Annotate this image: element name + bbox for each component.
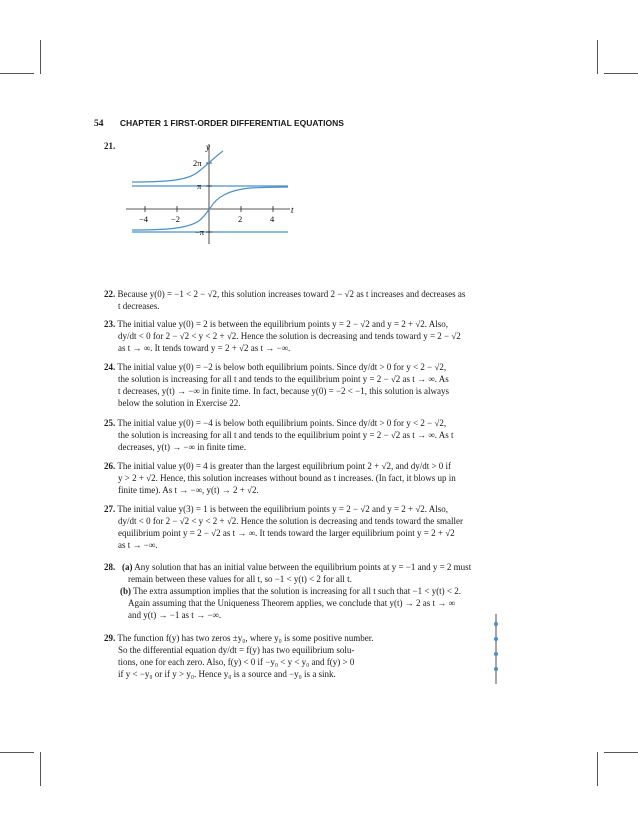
- exercise-25: 25. The initial value y(0) = −4 is below both equilibrium points. Since dy/dt > 0 for y < 2 − √2, the solution is increasing for all t and tends to the equilibrium point y = 2 − √2 as t → ∞. As t decreases, y(t) → −∞ in finite time.: [104, 418, 454, 452]
- y-tick-label: π: [197, 181, 202, 191]
- exercise-26: 26. The initial value y(0) = 4 is greater than the largest equilibrium point 2 + √2, and dy/dt > 0 if y > 2 + √2. Hence, this solution increases without bound as t increases. (In fact, it blows up in finite time). As t → −∞, y(t) → 2 + √2.: [104, 461, 456, 495]
- x-tick-label: 2: [238, 214, 243, 224]
- phase-line-point: [494, 667, 498, 671]
- solution-curve-lower: [132, 187, 288, 230]
- y-tick-label: −π: [195, 227, 205, 237]
- crop-mark: [597, 40, 598, 74]
- x-tick-label: −4: [139, 214, 149, 224]
- crop-mark: [0, 752, 34, 753]
- crop-mark: [40, 40, 41, 74]
- phase-line: [491, 614, 501, 684]
- exercise-29: 29. The function f(y) has two zeros ±y₀, where y₀ is some positive number. So the differential equation dy/dt = f(y) has two equilibrium solu- tions, one for each zero. Also, f(y) < 0 if −y₀ < y < y₀ and f(y) > 0 if y < −y₀ or if y > y₀. Hence y₀ is a source and −y₀ is a sink.: [104, 633, 374, 679]
- phase-line-point: [494, 622, 498, 626]
- exercise-24: 24. The initial value y(0) = −2 is below both equilibrium points. Since dy/dt > 0 for y < 2 − √2, the solution is increasing for all t and tends to the equilibrium point y = 2 − √2 as t → ∞. As t decreases, y(t) → −∞ in finite time. In fact, because y(0) = −2 < −1, this solution is always below the solution in Exercise 22.: [104, 362, 449, 408]
- crop-mark: [40, 752, 41, 786]
- crop-mark: [604, 752, 638, 753]
- page-number: 54: [94, 119, 104, 129]
- phase-line-point: [494, 637, 498, 641]
- solution-graph: [110, 140, 310, 248]
- t-axis-label: t: [291, 205, 294, 215]
- x-tick-label: −2: [171, 214, 181, 224]
- page-header: [94, 118, 344, 129]
- y-axis-label: y: [206, 142, 210, 152]
- crop-mark: [0, 73, 34, 74]
- crop-mark: [604, 73, 638, 74]
- x-tick-label: 4: [270, 214, 275, 224]
- chapter-title: CHAPTER 1 FIRST-ORDER DIFFERENTIAL EQUATIONS: [119, 118, 344, 128]
- phase-line-point: [494, 652, 498, 656]
- exercise-22: 22. Because y(0) = −1 < 2 − √2, this solution increases toward 2 − √2 as t increases and decreases as t decreases.: [104, 289, 466, 311]
- y-tick-label: 2π: [193, 158, 202, 168]
- exercise-23: 23. The initial value y(0) = 2 is between the equilibrium points y = 2 − √2 and y = 2 + √2. Also, dy/dt < 0 for 2 − √2 < y < 2 + √2. Hence the solution is decreasing and tends toward y = 2 − √2 as t → ∞. It tends toward y = 2 + √2 as t → −∞.: [104, 319, 461, 353]
- exercise-21-label: 21.: [104, 141, 116, 151]
- exercise-27: 27. The initial value y(3) = 1 is between the equilibrium points y = 2 − √2 and y = 2 + √2. Also, dy/dt < 0 for 2 − √2 < y < 2 + √2. Hence the solution is decreasing and tends toward the smaller equilibrium point y = 2 − √2 as t → ∞. It tends toward the larger equilibrium point y = 2 + √2 as t → −∞.: [104, 504, 463, 550]
- exercise-28: 28. (a) Any solution that has an initial value between the equilibrium points at y = −1 and y = 2 must remain between these values for all t, so −1 < y(t) < 2 for all t. (b) The extra assumption implies that the solution is increasing for all t such that −1 < y(t) < 2. Again assuming that the Uniqueness Theorem applies, we conclude that y(t) → 2 as t → ∞ and y(t) → −1 as t → −∞.: [104, 562, 472, 620]
- crop-mark: [597, 752, 598, 786]
